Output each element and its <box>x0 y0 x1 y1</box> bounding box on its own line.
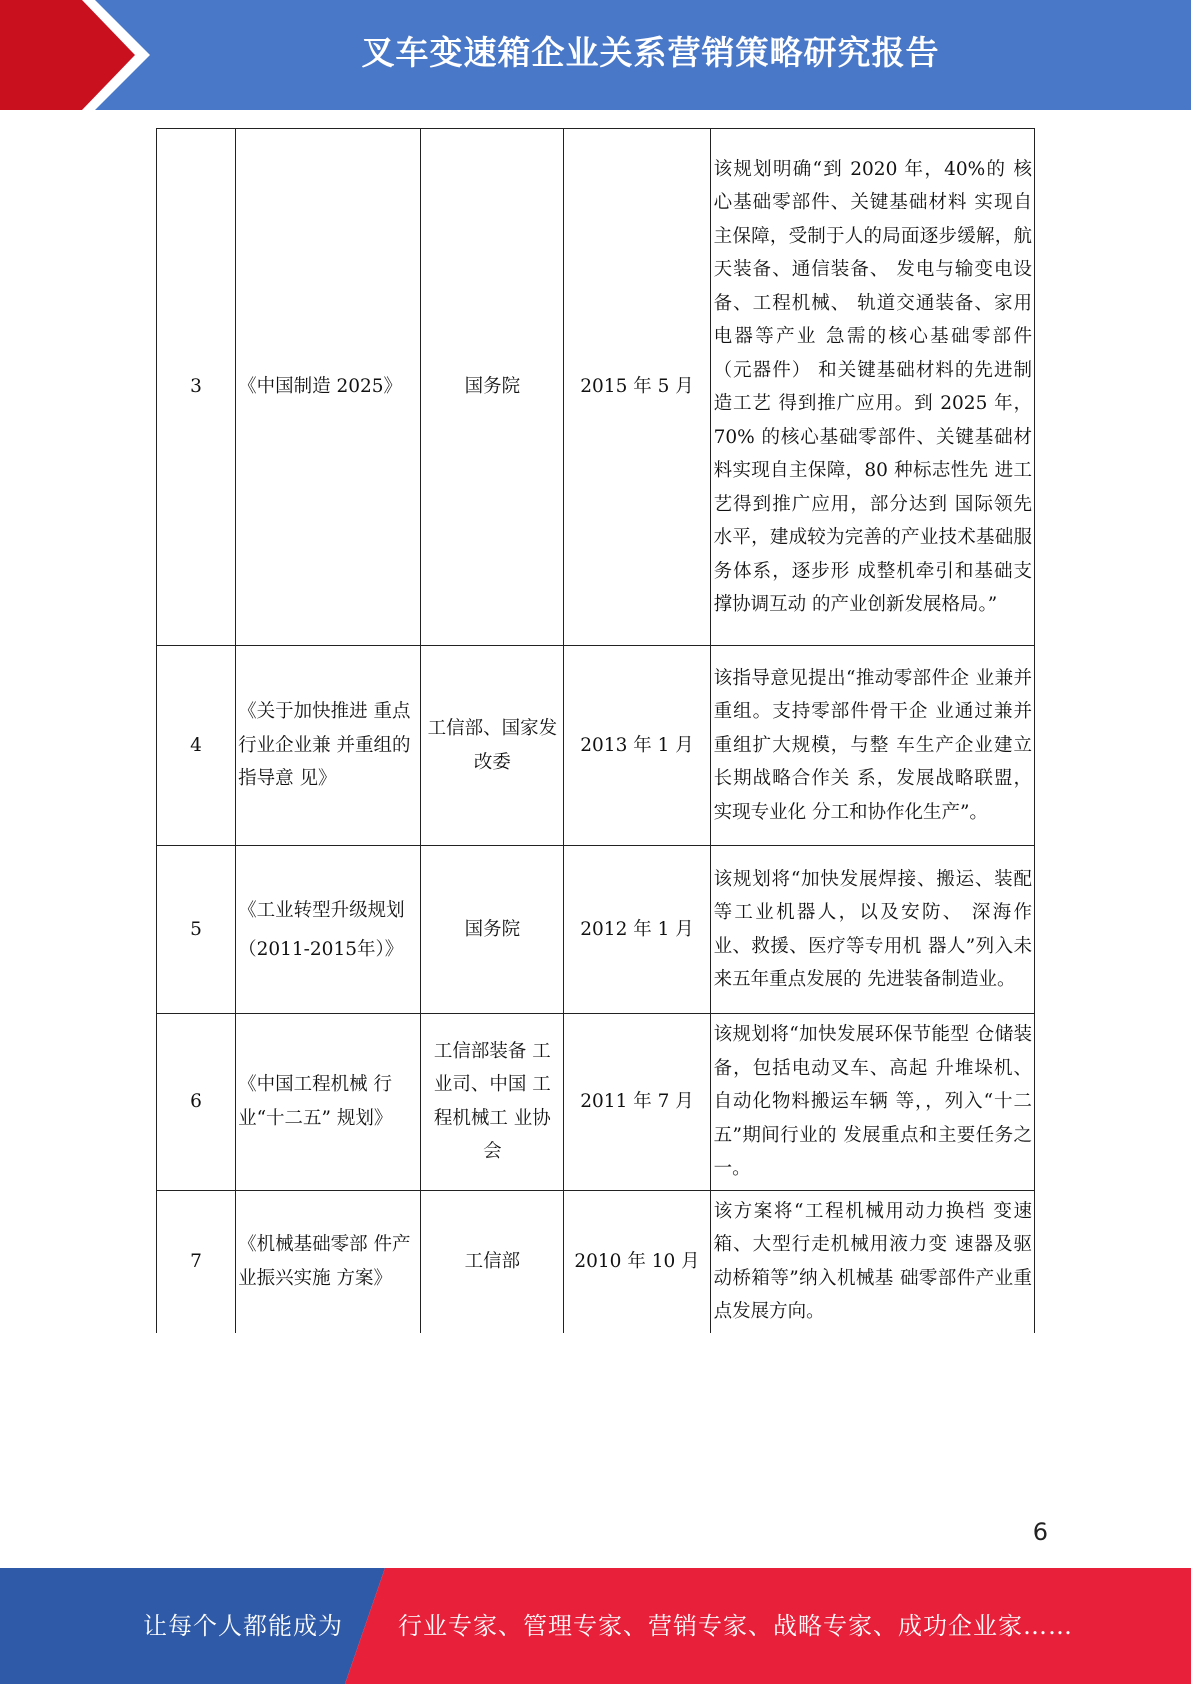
policy-description: 该规划将“加快发展环保节能型 仓储装备，包括电动叉车、高起 升堆垛机、自动化物料搬运车辆 等，，列入“十二五”期间行业的 发展重点和主要任务之一。 <box>713 1024 1032 1179</box>
description-cell <box>710 646 1034 846</box>
issuing-org: 工信部、国家发改委 <box>427 718 558 773</box>
issue-date: 2012 年 1 月 <box>580 918 694 940</box>
policy-description: 该规划将“加快发展焊接、搬运、装配等工业机器人，以及安防、 深海作业、救援、医疗等专用机 器人”列入未来五年重点发展的 先进装备制造业。 <box>713 868 1032 990</box>
policy-name: 《工业转型升级规划（2011-2015年）》 <box>238 899 405 960</box>
issuing-org-cell <box>421 646 564 846</box>
policy-name-cell <box>236 646 421 846</box>
issue-date-cell <box>564 646 710 846</box>
page-number: 6 <box>1032 1518 1048 1546</box>
policy-description: 该指导意见提出“推动零部件企 业兼并重组。支持零部件骨干企 业通过兼并重组扩大规模，与整 车生产企业建立长期战略合作关 系，发展战略联盟，实现专业化 分工和协作化生产”。 <box>713 667 1032 823</box>
description-cell <box>710 846 1034 1014</box>
description-cell <box>710 1190 1034 1333</box>
issue-date-cell <box>564 129 710 646</box>
issue-date-cell <box>564 846 710 1014</box>
table-row <box>157 646 1035 846</box>
table-row <box>157 129 1035 646</box>
report-title: 叉车变速箱企业关系营销策略研究报告 <box>361 33 940 72</box>
issue-date-cell <box>564 1014 710 1191</box>
policy-name: 《机械基础零部 件产业振兴实施 方案》 <box>238 1234 411 1289</box>
row-number: 7 <box>157 1190 236 1333</box>
policy-name-cell <box>236 129 421 646</box>
chevron-red-shape <box>0 0 135 110</box>
issuing-org-cell <box>421 1190 564 1333</box>
issue-date: 2010 年 10 月 <box>574 1250 700 1272</box>
policy-name: 《关于加快推进 重点行业企业兼 并重组的指导意 见》 <box>238 701 411 790</box>
issuing-org: 工信部 <box>464 1250 521 1272</box>
row-number: 4 <box>157 646 236 846</box>
policy-table-container <box>156 128 1035 1333</box>
issue-date: 2013 年 1 月 <box>580 734 694 756</box>
policy-name: 《中国制造 2025》 <box>238 376 403 398</box>
page-header <box>0 0 1191 110</box>
issuing-org: 工信部装备 工业司、中国 工程机械工 业协会 <box>433 1040 551 1163</box>
page-footer <box>0 1568 1191 1684</box>
row-number: 5 <box>157 846 236 1014</box>
table-row <box>157 1190 1035 1333</box>
row-number: 6 <box>157 1014 236 1191</box>
issuing-org-cell <box>421 846 564 1014</box>
table-row <box>157 846 1035 1014</box>
description-cell <box>710 129 1034 646</box>
policy-description: 该规划明确“到 2020 年，40%的 核心基础零部件、关键基础材料 实现自主保障，受制于人的局面逐步缓解，航天装备、通信装备、 发电与输变电设备、工程机械、 轨道交通装备、家用电器等产业 急需的核心基础零部件（元器件） 和关键基础材料的先进制造工艺 得到推广应用。到 2025 年，70% 的核心基础零部件、关键基础材 料实现自主保障，80 种标志性先 进工艺得到推广应用，部分达到 国际领先水平，建成较为完善的产业技术基础服务体系，逐步形 成整机牵引和基础支撑协调互动 的产业创新发展格局。” <box>713 158 1032 615</box>
issue-date-cell <box>564 1190 710 1333</box>
policy-name-cell <box>236 1190 421 1333</box>
policy-name-cell <box>236 846 421 1014</box>
issue-date: 2011 年 7 月 <box>580 1091 694 1112</box>
policy-name-cell <box>236 1014 421 1191</box>
footer-slogan-left: 让每个人都能成为 <box>143 1612 343 1640</box>
issuing-org-cell <box>421 1014 564 1191</box>
issuing-org: 国务院 <box>464 918 521 940</box>
issuing-org: 国务院 <box>464 376 521 398</box>
footer-slogan-right: 行业专家、管理专家、营销专家、战略专家、成功企业家…… <box>398 1612 1073 1640</box>
policy-table <box>156 128 1035 1333</box>
policy-name: 《中国工程机械 行业“十二五” 规划》 <box>238 1074 393 1129</box>
issue-date: 2015 年 5 月 <box>580 376 694 398</box>
issuing-org-cell <box>421 129 564 646</box>
row-number: 3 <box>157 129 236 646</box>
description-cell <box>710 1014 1034 1191</box>
table-row <box>157 1014 1035 1191</box>
policy-description: 该方案将“工程机械用动力换档 变速箱、大型行走机械用液力变 速器及驱动桥箱等”纳入机械基 础零部件产业重点发展方向。 <box>713 1200 1032 1322</box>
chevron-arrow-icon <box>0 0 160 110</box>
